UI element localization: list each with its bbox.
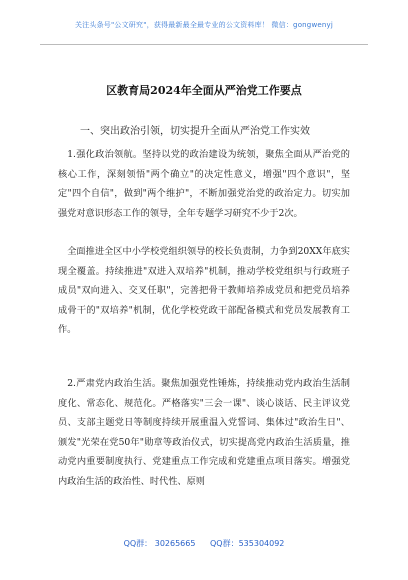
- footer-qq-group-1: QQ群： 30265665: [123, 539, 196, 548]
- paragraph-1: 1.强化政治领航。坚持以党的政治建设为统领，聚焦全面从严治党的核心工作，深刻领悟"两个确立"的决定性意义，增强"四个意识"，坚定"四个自信"，做到"两个维护"，不断加强党治党的政治定力。切实加强党对意识形态工作的领导，全年专题学习研究不少于2次。: [58, 149, 350, 219]
- header-banner: 关注头条号"公文研究"，获得最新最全最专业的公文资料库！ 微信：gongwenyj: [74, 21, 334, 29]
- document-title: 区教育局2024年全面从严治党工作要点: [106, 84, 302, 97]
- paragraph-2: 全面推进全区中小学校党组织领导的校长负责制，力争到20XX年底实现全覆盖。持续推进"双进入双培养"机制，推动学校党组织与行政班子成员"双向进入、交叉任职"，完善把骨干教师培养成党员和把党员培养成骨干的"双培养"机制，优化学校党政干部配备模式和党员发展教育工作。: [58, 246, 350, 336]
- header-divider: [40, 44, 368, 45]
- footer: [0, 538, 408, 549]
- footer-qq-group-2: QQ群：535304092: [210, 539, 285, 548]
- section-heading: 一、突出政治引领，切实提升全面从严治党工作实效: [80, 126, 310, 137]
- paragraph-3: 2.严肃党内政治生活。聚焦加强党性锤炼，持续推动党内政治生活制度化、常态化、规范化。严格落实"三会一课"、谈心谈话、民主评议党员、支部主题党日等制度持续开展重温入党誓词、集体过"政治生日"、颁发"光荣在党50年"勋章等政治仪式，切实提高党内政治生活质量，推动党内重要制度执行、党建重点工作完成和党建重点项目落实。增强党内政治生活的政治性、时代性、原则: [58, 378, 350, 487]
